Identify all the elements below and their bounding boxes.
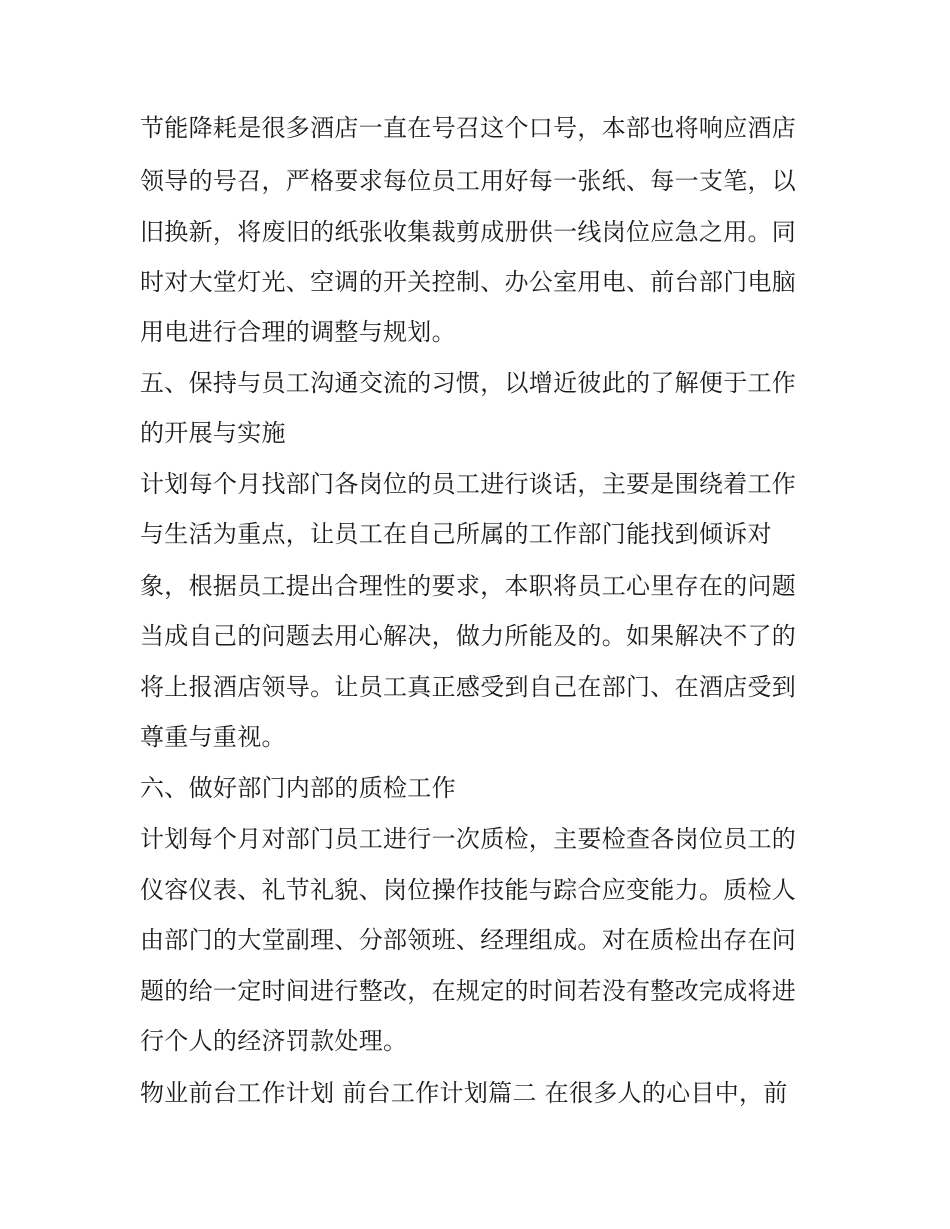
text-line: 计划每个月找部门各岗位的员工进行谈话，主要是围绕着工作 — [140, 470, 797, 498]
text-line: 时对大堂灯光、空调的开关控制、办公室用电、前台部门电脑 — [140, 268, 797, 296]
text-line: 将上报酒店领导。让员工真正感受到自己在部门、在酒店受到 — [140, 673, 797, 701]
section-heading: 六、做好部门内部的质检工作 — [140, 774, 456, 802]
text-line: 象，根据员工提出合理性的要求，本职将员工心里存在的问题 — [140, 572, 797, 600]
text-line: 物业前台工作计划 前台工作计划篇二 在很多人的心目中，前 — [140, 1079, 788, 1107]
text-line: 节能降耗是很多酒店一直在号召这个口号，本部也将响应酒店 — [140, 114, 797, 142]
section-heading: 五、保持与员工沟通交流的习惯，以增近彼此的了解便于工作 — [140, 369, 797, 397]
text-line: 与生活为重点，让员工在自己所属的工作部门能找到倾诉对 — [140, 520, 772, 548]
text-line: 计划每个月对部门员工进行一次质检，主要检查各岗位员工的 — [140, 825, 797, 853]
text-line: 旧换新，将废旧的纸张收集裁剪成册供一线岗位应急之用。同 — [140, 218, 797, 246]
section-heading: 的开展与实施 — [140, 419, 286, 447]
text-line: 行个人的经济罚款处理。 — [140, 1027, 408, 1055]
text-line: 仪容仪表、礼节礼貌、岗位操作技能与踪合应变能力。质检人 — [140, 876, 797, 904]
text-line: 用电进行合理的调整与规划。 — [140, 318, 456, 346]
text-line: 题的给一定时间进行整改，在规定的时间若没有整改完成将进 — [140, 977, 797, 1005]
text-line: 由部门的大堂副理、分部领班、经理组成。对在质检出存在问 — [140, 926, 797, 954]
text-line: 尊重与重视。 — [140, 723, 286, 751]
text-line: 领导的号召，严格要求每位员工用好每一张纸、每一支笔，以 — [140, 167, 797, 195]
text-line: 当成自己的问题去用心解决，做力所能及的。如果解决不了的 — [140, 622, 797, 650]
